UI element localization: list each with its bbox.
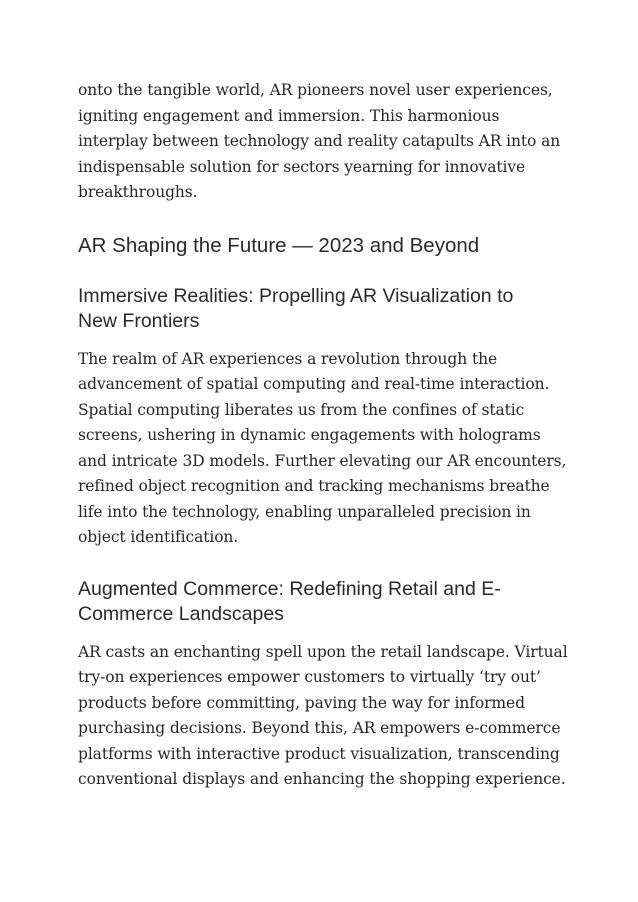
document-page xyxy=(78,78,568,793)
subsection-heading-immersive: Immersive Realities: Propelling AR Visualization to New Frontiers xyxy=(78,284,514,332)
subsection-body-commerce: AR casts an enchanting spell upon the retail landscape. Virtual try-on experiences empower customers to virtually ‘try out’ products before committing, paving the way for informed purchasing decisions. Beyond this, AR empowers e-commerce platforms with interactive product visualization, transcending conventional displays and enhancing the shopping experience. xyxy=(78,642,568,788)
intro-paragraph: onto the tangible world, AR pioneers novel user experiences, igniting engagement and immersion. This harmonious interplay between technology and reality catapults AR into an indispensable solution for sectors yearning for innovative breakthroughs. xyxy=(78,81,561,201)
subsection-body-immersive: The realm of AR experiences a revolution through the advancement of spatial computing and real-time interaction. Spatial computing liberates us from the confines of static screens, ushering in dynamic engagements with holograms and intricate 3D models. Further elevating our AR encounters, refined object recognition and tracking mechanisms breathe life into the technology, enabling unparalleled precision in object identification. xyxy=(78,349,567,546)
subsection-heading-commerce: Augmented Commerce: Redefining Retail and E-Commerce Landscapes xyxy=(78,577,501,625)
section-heading: AR Shaping the Future — 2023 and Beyond xyxy=(78,233,480,257)
